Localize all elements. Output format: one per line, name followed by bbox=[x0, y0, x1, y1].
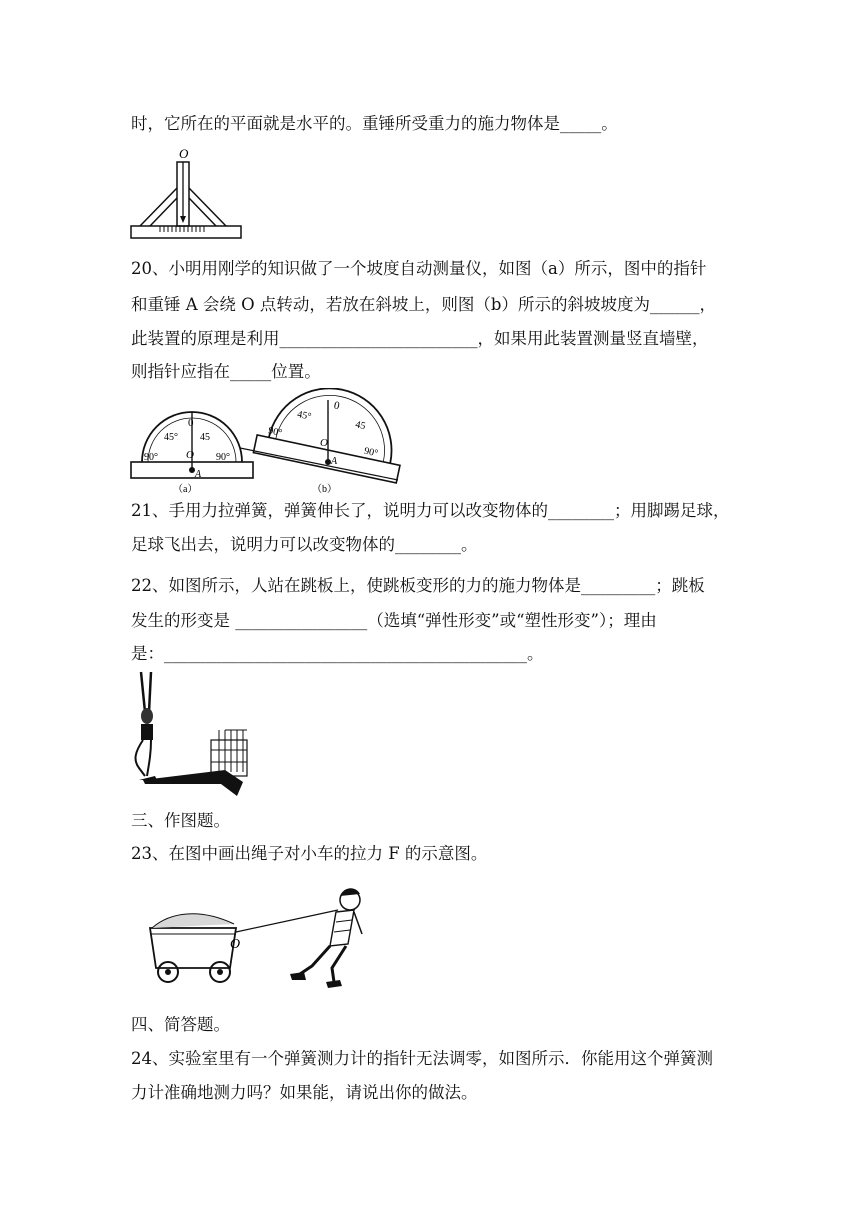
svg-text:O: O bbox=[320, 437, 328, 449]
svg-text:45: 45 bbox=[200, 432, 210, 443]
cart-point-label: O bbox=[230, 937, 241, 952]
level-point-label: O bbox=[179, 148, 189, 161]
text-line: 22、如图所示，人站在跳板上，使跳板变形的力的施力物体是_________；跳板 bbox=[131, 576, 705, 595]
svg-text:90°: 90° bbox=[363, 445, 379, 460]
text-line: 时，它所在的平面就是水平的。重锤所受重力的施力物体是_____。 bbox=[131, 114, 618, 133]
text-line: 此装置的原理是利用________________________，如果用此装置测量竖直墙壁， bbox=[131, 329, 709, 348]
svg-text:45°: 45° bbox=[164, 432, 178, 443]
gauge-a-label: （a） bbox=[173, 484, 198, 495]
text-line: 力计准确地测力吗？如果能，请说出你的做法。 bbox=[131, 1083, 478, 1102]
gauge-a bbox=[131, 412, 253, 495]
cart-figure bbox=[140, 878, 380, 990]
level-figure bbox=[128, 148, 244, 242]
section-heading: 四、简答题。 bbox=[131, 1015, 230, 1034]
svg-text:0: 0 bbox=[332, 399, 341, 413]
svg-text:90°: 90° bbox=[267, 425, 284, 439]
text-line: 24、实验室里有一个弹簧测力计的指针无法调零，如图所示．你能用这个弹簧测 bbox=[131, 1049, 713, 1068]
svg-text:0: 0 bbox=[188, 417, 194, 429]
text-line: 足球飞出去，说明力可以改变物体的________。 bbox=[131, 535, 478, 554]
text-line: 是：____________________________________________。 bbox=[131, 644, 544, 663]
text-line: 和重锤 A 会绕 O 点转动，若放在斜坡上，则图（b）所示的斜坡坡度为______， bbox=[131, 295, 716, 314]
gauge-b-label: （b） bbox=[312, 484, 337, 495]
svg-text:45: 45 bbox=[354, 419, 367, 433]
svg-text:90°: 90° bbox=[216, 452, 230, 463]
gauge-b bbox=[240, 388, 408, 495]
svg-text:O: O bbox=[186, 449, 194, 461]
text-line: 则指针应指在_____位置。 bbox=[131, 362, 321, 381]
text-line: 21、手用力拉弹簧，弹簧伸长了，说明力可以改变物体的________；用脚踢足球， bbox=[131, 501, 730, 520]
section-heading: 三、作图题。 bbox=[131, 811, 230, 830]
svg-text:A: A bbox=[331, 456, 338, 467]
svg-text:A: A bbox=[195, 469, 202, 480]
text-line: 23、在图中画出绳子对小车的拉力 F 的示意图。 bbox=[131, 844, 488, 863]
text-line: 20、小明用刚学的知识做了一个坡度自动测量仪，如图（a）所示，图中的指针 bbox=[131, 259, 707, 278]
springboard-figure bbox=[125, 668, 255, 804]
svg-text:45°: 45° bbox=[296, 409, 313, 423]
svg-text:90°: 90° bbox=[144, 452, 158, 463]
slope-gauge-figure bbox=[128, 388, 408, 496]
text-line: 发生的形变是 ________________（选填“弹性形变”或“塑性形变”）；理由 bbox=[131, 611, 657, 630]
